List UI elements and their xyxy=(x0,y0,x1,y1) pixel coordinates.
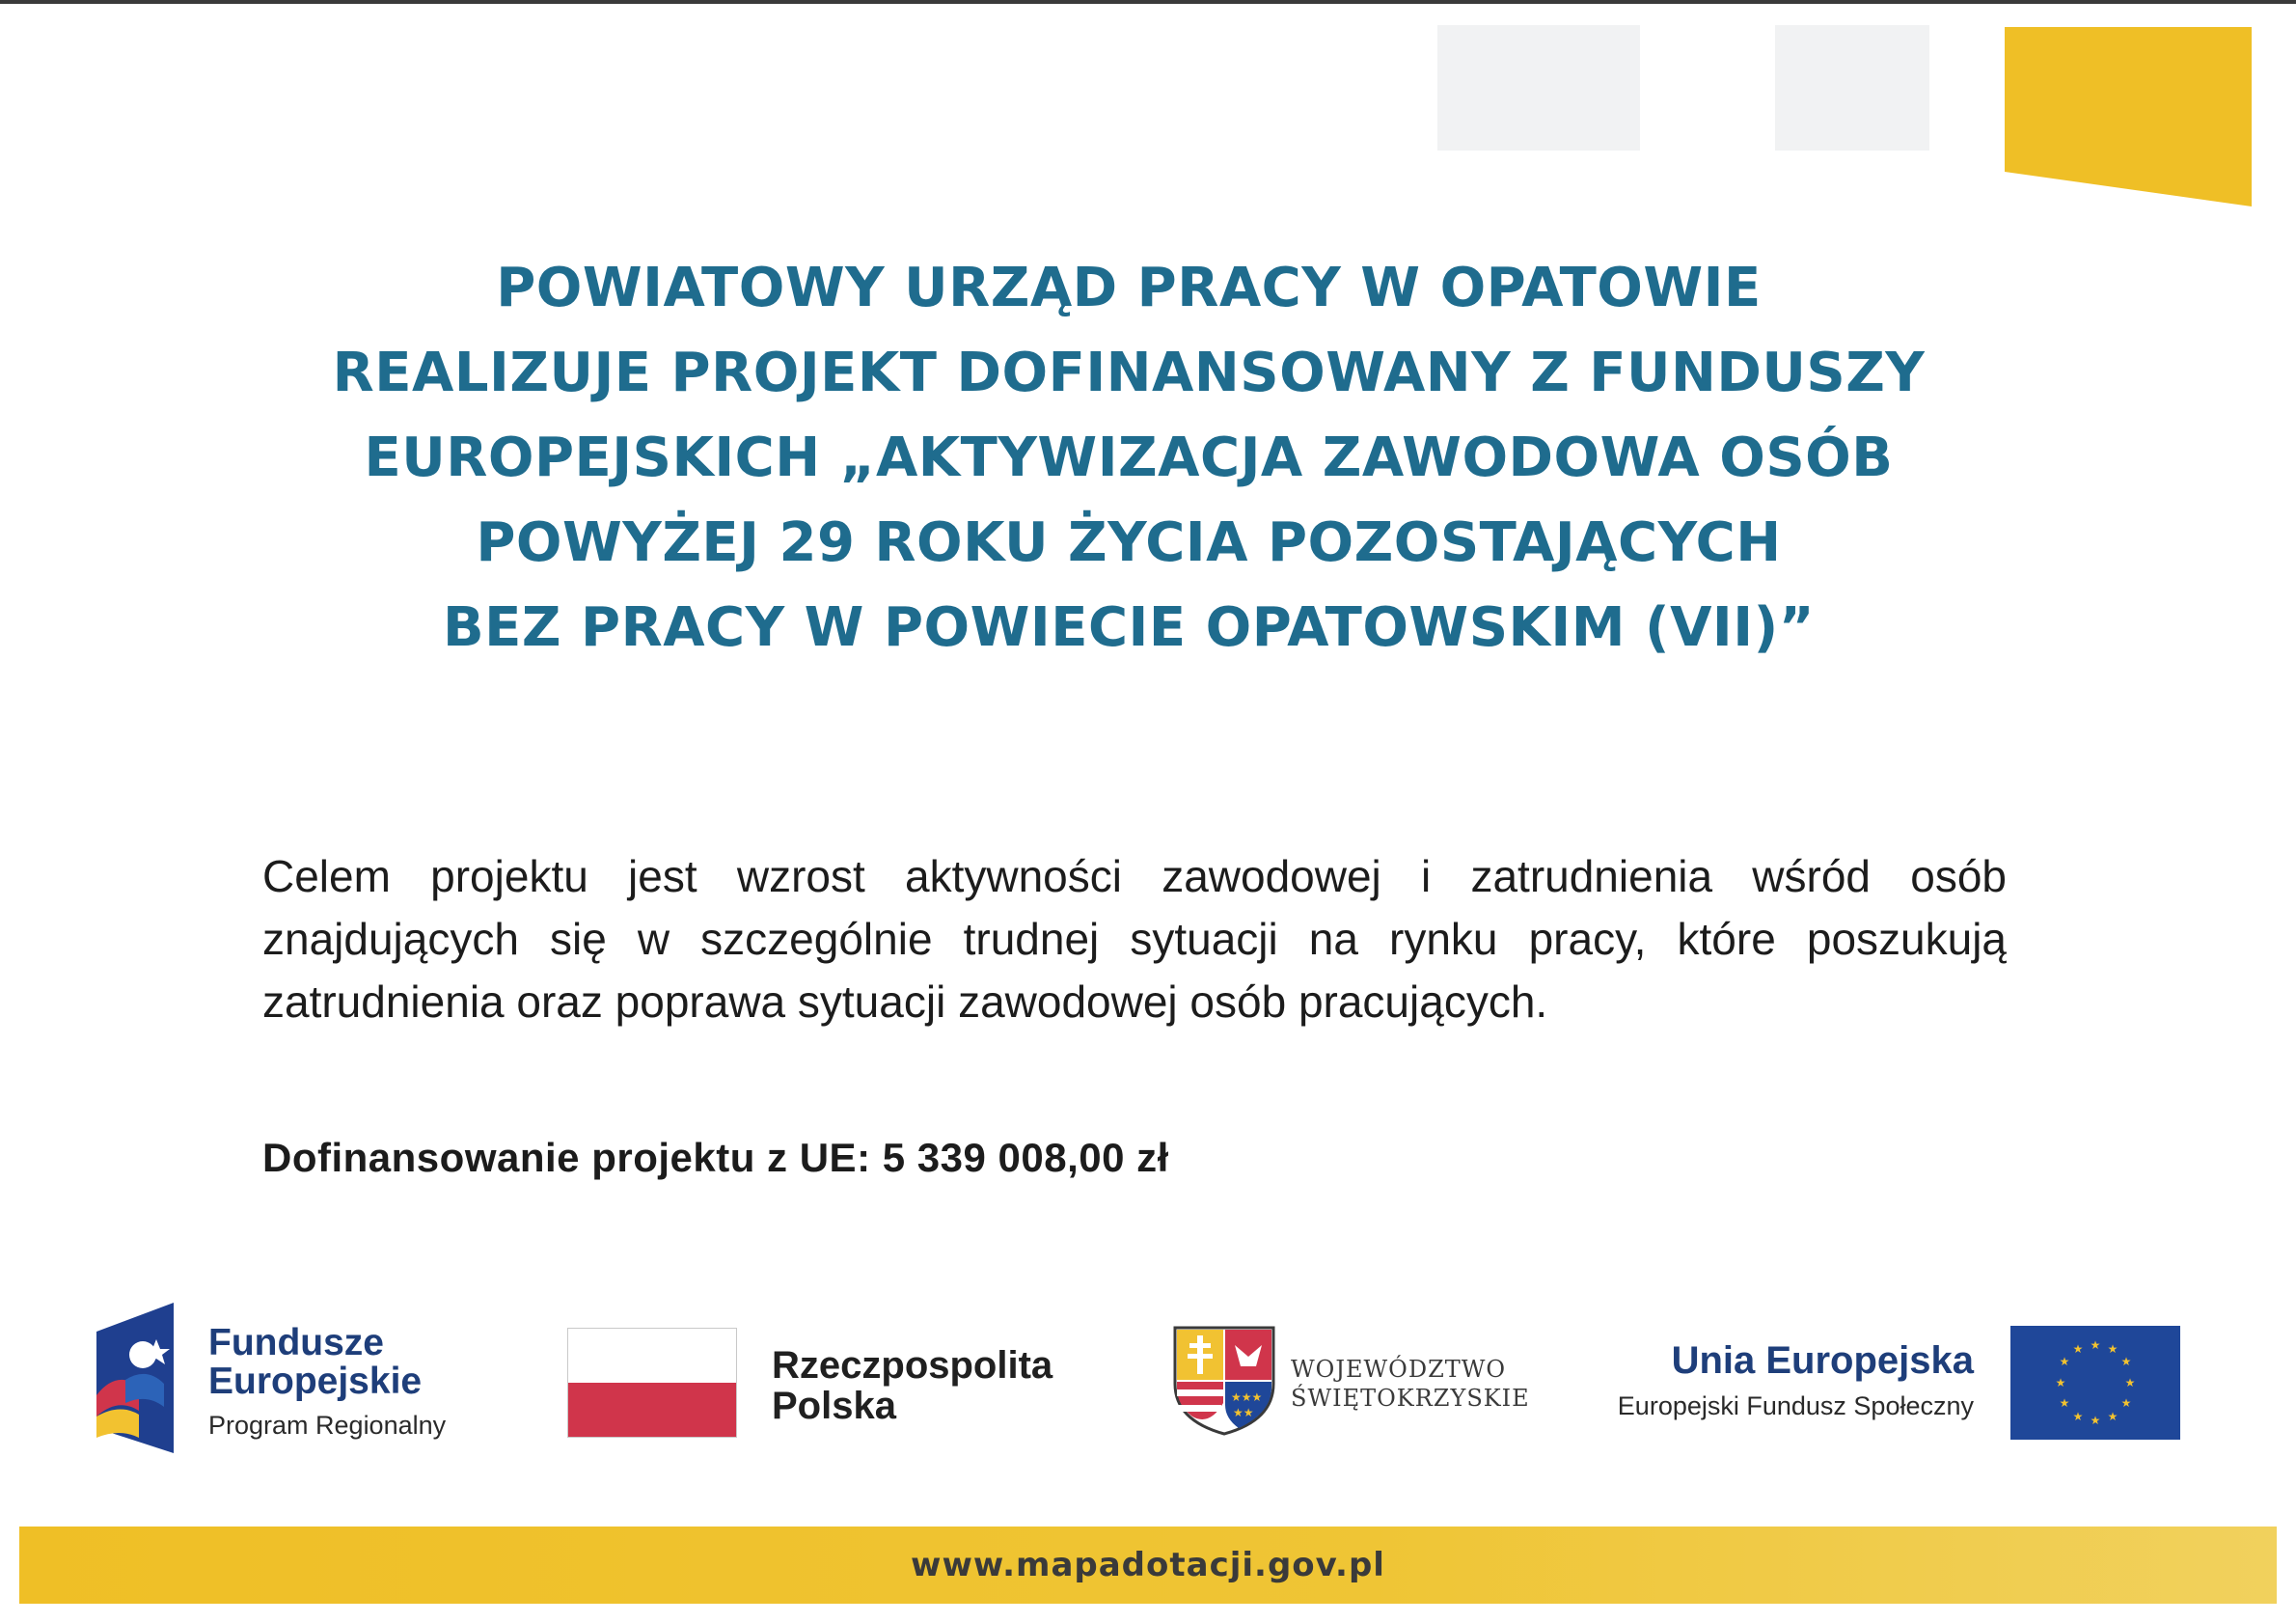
page-headline xyxy=(193,246,2064,671)
fe-title-line: Europejskie xyxy=(208,1361,423,1402)
svg-text:★: ★ xyxy=(2107,1342,2118,1356)
fe-logo-subtitle: Program Regionalny xyxy=(208,1411,447,1440)
svg-text:★: ★ xyxy=(2072,1410,2084,1423)
crest-icon xyxy=(1171,1324,1277,1436)
footer-band xyxy=(19,1527,2277,1604)
woj-logo-text xyxy=(1291,1355,1530,1413)
rp-title-line: Polska xyxy=(772,1385,896,1427)
rp-logo-title xyxy=(772,1345,1052,1426)
svg-text:★: ★ xyxy=(2120,1396,2132,1410)
svg-text:★: ★ xyxy=(2072,1342,2084,1356)
woj-text-line: WOJEWÓDZTWO xyxy=(1291,1356,1507,1383)
svg-text:★★: ★★ xyxy=(1233,1406,1254,1419)
headline-line: POWIATOWY URZĄD PRACY W OPATOWIE xyxy=(496,257,1762,319)
svg-text:★: ★ xyxy=(2090,1414,2101,1427)
woj-text-line: ŚWIĘTOKRZYSKIE xyxy=(1291,1385,1530,1412)
svg-text:★: ★ xyxy=(2059,1396,2070,1410)
headline-line: EUROPEJSKICH „AKTYWIZACJA ZAWODOWA OSÓB xyxy=(364,426,1894,489)
eu-logo-subtitle: Europejski Fundusz Społeczny xyxy=(1617,1391,1974,1420)
svg-text:★: ★ xyxy=(2055,1376,2066,1389)
svg-text:★: ★ xyxy=(2090,1338,2101,1352)
funding-amount: Dofinansowanie projektu z UE: 5 339 008,00 zł xyxy=(262,1135,1169,1180)
top-border-line xyxy=(0,0,2296,4)
headline-line: BEZ PRACY W POWIECIE OPATOWSKIM (VII)” xyxy=(442,596,1815,659)
fe-title-line: Fundusze xyxy=(208,1322,384,1363)
fe-logo-title xyxy=(208,1324,422,1401)
scan-artifact xyxy=(1775,25,1929,151)
scan-artifact xyxy=(1437,25,1640,151)
project-description: Celem projektu jest wzrost aktywności zawodowej i zatrudnienia wśród osób znajdujących się w szczególnie trudnej sytuacji na rynku pracy, które poszukują zatrudnienia oraz poprawa sytuacji zawodowej osób pracujących. xyxy=(262,851,2007,1027)
fundusze-europejskie-icon xyxy=(96,1303,174,1453)
svg-text:★: ★ xyxy=(2120,1355,2132,1368)
eu-flag-icon xyxy=(2010,1326,2180,1440)
svg-text:★: ★ xyxy=(2107,1410,2118,1423)
svg-text:★: ★ xyxy=(2124,1376,2136,1389)
yellow-corner-accent xyxy=(2005,27,2252,206)
polish-flag-icon xyxy=(567,1328,737,1438)
svg-text:★: ★ xyxy=(2059,1355,2070,1368)
svg-text:★★★: ★★★ xyxy=(1231,1390,1263,1404)
headline-line: POWYŻEJ 29 ROKU ŻYCIA POZOSTAJĄCYCH xyxy=(476,511,1782,574)
eu-logo-title: Unia Europejska xyxy=(1671,1339,1974,1382)
rp-title-line: Rzeczpospolita xyxy=(772,1344,1053,1387)
headline-line: REALIZUJE PROJEKT DOFINANSOWANY Z FUNDUSZY xyxy=(332,342,1926,404)
website-link[interactable]: www.mapadotacji.gov.pl xyxy=(911,1546,1385,1584)
